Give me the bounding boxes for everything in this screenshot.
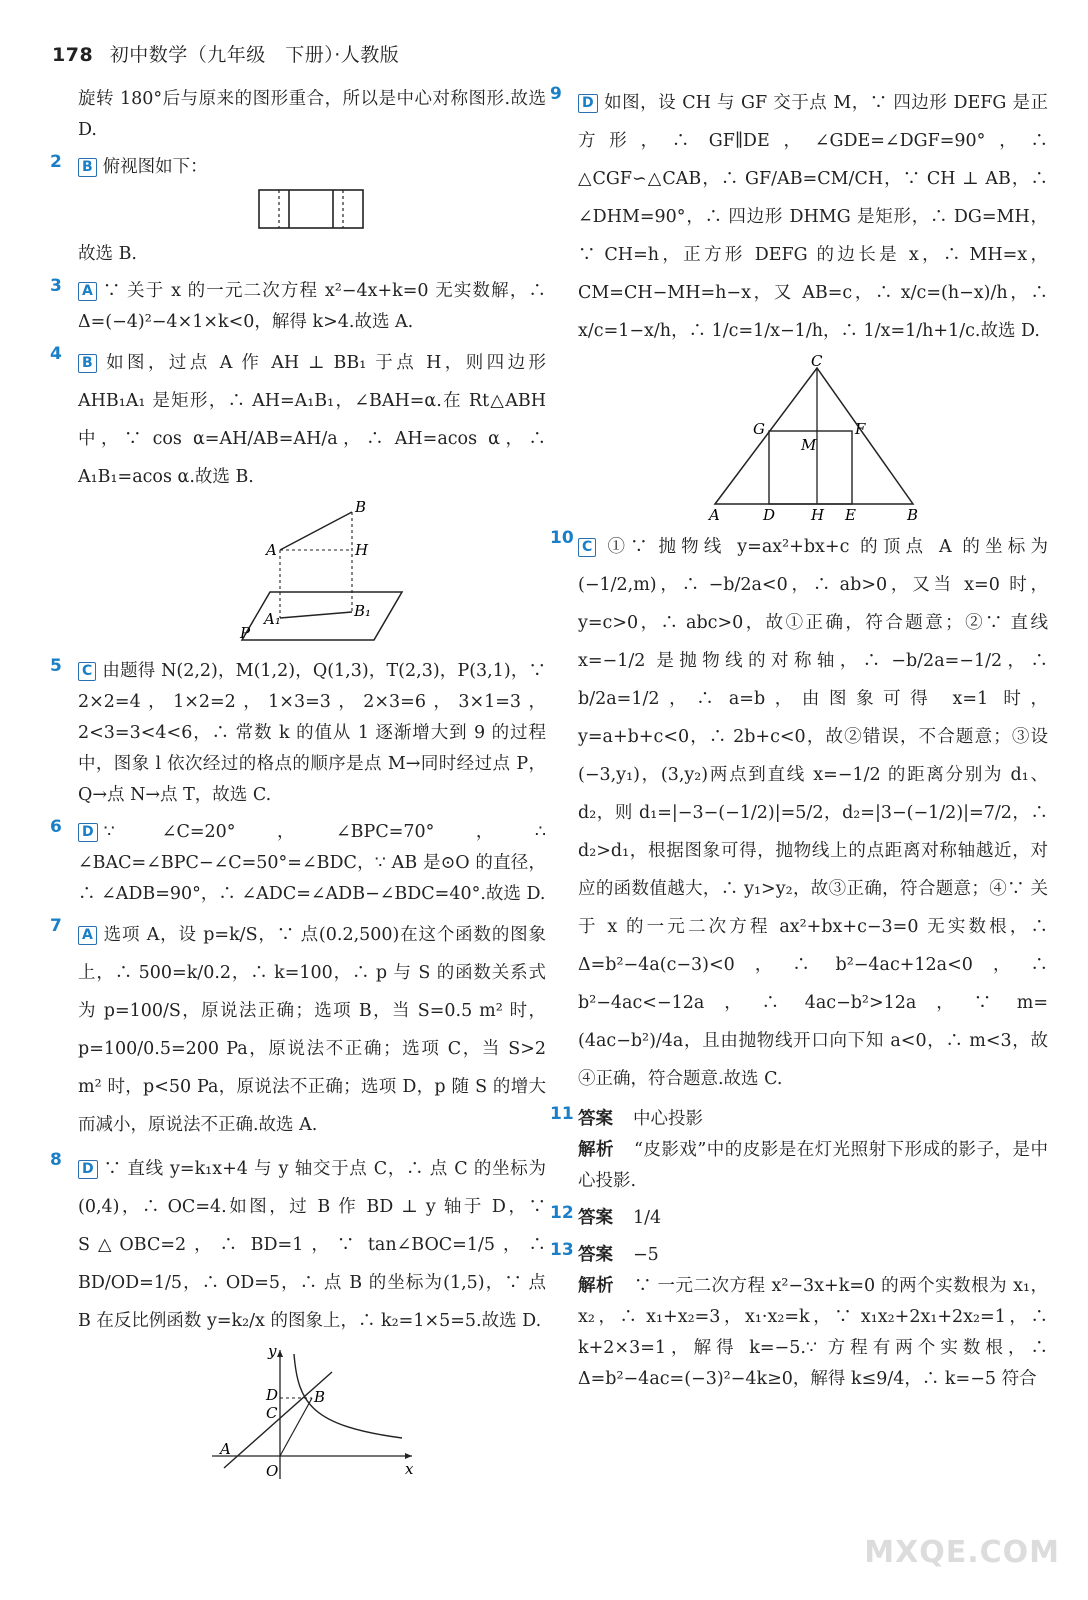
q11-analysis: “皮影戏”中的皮影是在灯光照射下形成的影子，是中心投影. [578,1140,1048,1191]
answer-choice: D [578,94,598,113]
question-8 [50,1150,546,1484]
label-C: C [266,1404,278,1422]
label-D: D [266,1386,279,1404]
q1-continuation [78,84,546,146]
label-M: M [801,436,817,454]
question-6 [50,817,546,910]
q3-text: ∵ 关于 x 的一元二次方程 x²−4x+k=0 无实数解，∴ Δ=(−4)²−4×1×k<0，解得 k>4.故选 A. [78,281,546,332]
q5-text: 由题得 N(2,2)，M(1,2)，Q(1,3)，T(2,3)，P(3,1)，∵ 2×2=4，1×2=2，1×3=3，2×3=6，3×1=3，2<3=3<4<6，∴ 常数 k 的值从 1 逐渐增大到 9 的过程中，图象 l 依次经过的格点的顺序是点 M→同时经过点 P，Q→点 N→点 T，故选 C. [78,661,546,805]
q13-answer: −5 [633,1245,659,1265]
question-number: 11 [550,1104,574,1124]
q6-text: ∵ ∠C=20°，∠BPC=70°，∴ ∠BAC=∠BPC−∠C=50°=∠BDC，∵ AB 是⊙O 的直径，∴ ∠ADB=90°，∴ ∠ADC=∠ADB−∠BDC=40°.故选 D. [78,822,546,904]
question-number: 7 [50,916,62,936]
label-F: F [855,420,866,438]
q7-text: 选项 A，设 p=k/S，∵ 点(0.2,500)在这个函数的图象上，∴ 500=k/0.2，∴ k=100，∴ p 与 S 的函数关系式为 p=100/S，原说法正确；选项 B，当 S=0.5 m² 时，p=100/0.5=200 Pa，原说法不正确；选项 C，当 S>2 m² 时，p<50 Pa，原说法不正确；选项 D，p 随 S 的增大而减小，原说法不正确.故选 A. [78,925,546,1135]
label-y: y [268,1344,277,1360]
question-9 [550,84,1048,522]
question-number: 9 [550,84,562,104]
label-A: A [266,541,277,559]
q9-text: 如图，设 CH 与 GF 交于点 M，∵ 四边形 DEFG 是正方形，∴ GF∥DE，∠GDE=∠DGF=90°，∴ △CGF∽△CAB，∴ GF/AB=CM/CH，∵ CH ⊥ AB，∴ ∠DHM=90°，∴ 四边形 DHMG 是矩形，∴ DG=MH，∵ CH=h，正方形 DEFG 的边长是 x，∴ MH=x，CM=CH−MH=h−x，又 AB=c，∴ x/c=(h−x)/h，∴ x/c=1−x/h，∴ 1/c=1/x−1/h，∴ 1/x=1/h+1/c.故选 D. [578,93,1048,341]
question-number: 13 [550,1240,574,1260]
label-B1: B₁ [354,602,372,620]
q13-analysis: ∵ 一元二次方程 x²−3x+k=0 的两个实数根为 x₁，x₂，∴ x₁+x₂=3，x₁·x₂=k，∵ x₁x₂+2x₁+2x₂=1，∴ k+2×3=1，解得 k=−5.∵ 方程有两个实数根，∴ Δ=b²−4ac=(−3)²−4k≥0，解得 k≤9/4，∴ k=−5 符合 [578,1276,1048,1389]
answer-label: 答案 [578,1245,613,1265]
inverse-function-graph [202,1344,422,1484]
answer-choice: C [78,662,96,681]
analysis-label: 解析 [578,1276,614,1296]
answer-choice: B [78,354,97,373]
question-5 [50,656,546,811]
question-4 [50,344,546,650]
label-E: E [845,506,856,522]
page-number: 178 [52,44,94,66]
question-7 [50,916,546,1144]
label-x: x [405,1460,414,1478]
label-C: C [811,354,823,370]
label-B: B [907,506,919,522]
question-number: 2 [50,152,62,172]
q12-answer: 1/4 [633,1208,662,1228]
question-number: 4 [50,344,62,364]
question-11 [550,1104,1048,1197]
answer-choice: B [78,158,97,177]
q4-text: 如图，过点 A 作 AH ⊥ BB₁ 于点 H，则四边形 AHB₁A₁ 是矩形，∴ AH=A₁B₁，∠BAH=α.在 Rt△ABH 中，∵ cos α=AH/AB=AH/a，∴ AH=acos α，∴ A₁B₁=acos α.故选 B. [78,353,546,487]
label-O: O [266,1462,279,1480]
label-G: G [753,420,765,438]
right-column [550,84,1048,1401]
label-P: P [240,624,251,642]
analysis-label: 解析 [578,1140,614,1160]
top-view-figure [257,187,367,233]
label-D: D [763,506,776,522]
question-2 [50,152,546,270]
q11-answer: 中心投影 [633,1109,703,1129]
question-number: 5 [50,656,62,676]
answer-choice: A [78,282,97,301]
answer-choice: C [578,538,596,557]
answer-choice: D [78,1160,98,1179]
page-header [52,40,399,67]
watermark: MXQE.COM [864,1535,1060,1570]
question-number: 8 [50,1150,62,1170]
q2-tail: 故选 B. [78,244,137,264]
label-B: B [314,1388,326,1406]
answer-choice: A [78,926,97,945]
q8-text: ∵ 直线 y=k₁x+4 与 y 轴交于点 C，∴ 点 C 的坐标为(0,4)，∴ OC=4.如图，过 B 作 BD ⊥ y 轴于 D，∵ S△OBC=2，∴ BD=1，∵ tan∠BOC=1/5，∴ BD/OD=1/5，∴ OD=5，∴ 点 B 的坐标为(1,5)，∵ 点 B 在反比例函数 y=k₂/x 的图象上，∴ k₂=1×5=5.故选 D. [78,1159,546,1331]
question-number: 3 [50,276,62,296]
q2-text: 俯视图如下： [102,157,208,177]
answer-choice: D [78,823,98,842]
question-number: 10 [550,528,574,548]
label-H: H [811,506,825,522]
triangle-square-figure [693,354,933,522]
q10-text: ①∵ 抛物线 y=ax²+bx+c 的顶点 A 的坐标为(−1/2,m)，∴ −b/2a<0，∴ ab>0，又当 x=0 时，y=c>0，∴ abc>0，故①正确，符合题意；②∵ 直线 x=−1/2 是抛物线的对称轴，∴ −b/2a=−1/2，∴ b/2a=1/2，∴ a=b，由图象可得 x=1 时，y=a+b+c<0，∴ 2b+c<0，故②错误，不合题意；③设(−3,y₁)，(3,y₂)两点到直线 x=−1/2 的距离分别为 d₁、d₂，则 d₁=|−3−(−1/2)|=5/2，d₂=|3−(−1/2)|=7/2，∴ d₂>d₁，根据图象可得，抛物线上的点距离对称轴越近，对应的函数值越大，∴ y₁>y₂，故③正确，符合题意；④∵ 关于 x 的一元二次方程 ax²+bx+c−3=0 无实数根，∴ Δ=b²−4a(c−3)<0，∴ b²−4ac+12a<0，∴ b²−4ac<−12a，∴ 4ac−b²>12a，∵ m=(4ac−b²)/4a，且由抛物线开口向下知 a<0，∴ m<3，故④正确，符合题意.故选 C. [578,537,1048,1089]
q1-text: 旋转 180°后与原来的图形重合，所以是中心对称图形.故选 D. [78,89,546,140]
label-H: H [355,541,369,559]
parallelogram-plane-figure [212,500,412,650]
label-A: A [709,506,720,522]
question-13 [550,1240,1048,1395]
question-number: 12 [550,1203,574,1223]
answer-label: 答案 [578,1208,613,1228]
question-12 [550,1203,1048,1234]
label-A1: A₁ [264,610,281,628]
left-column [50,84,546,1490]
label-B: B [355,500,367,516]
question-3 [50,276,546,338]
question-10 [550,528,1048,1098]
answer-label: 答案 [578,1109,613,1129]
question-number: 6 [50,817,62,837]
label-A: A [220,1440,231,1458]
book-title: 初中数学（九年级 下册）·人教版 [109,44,400,66]
